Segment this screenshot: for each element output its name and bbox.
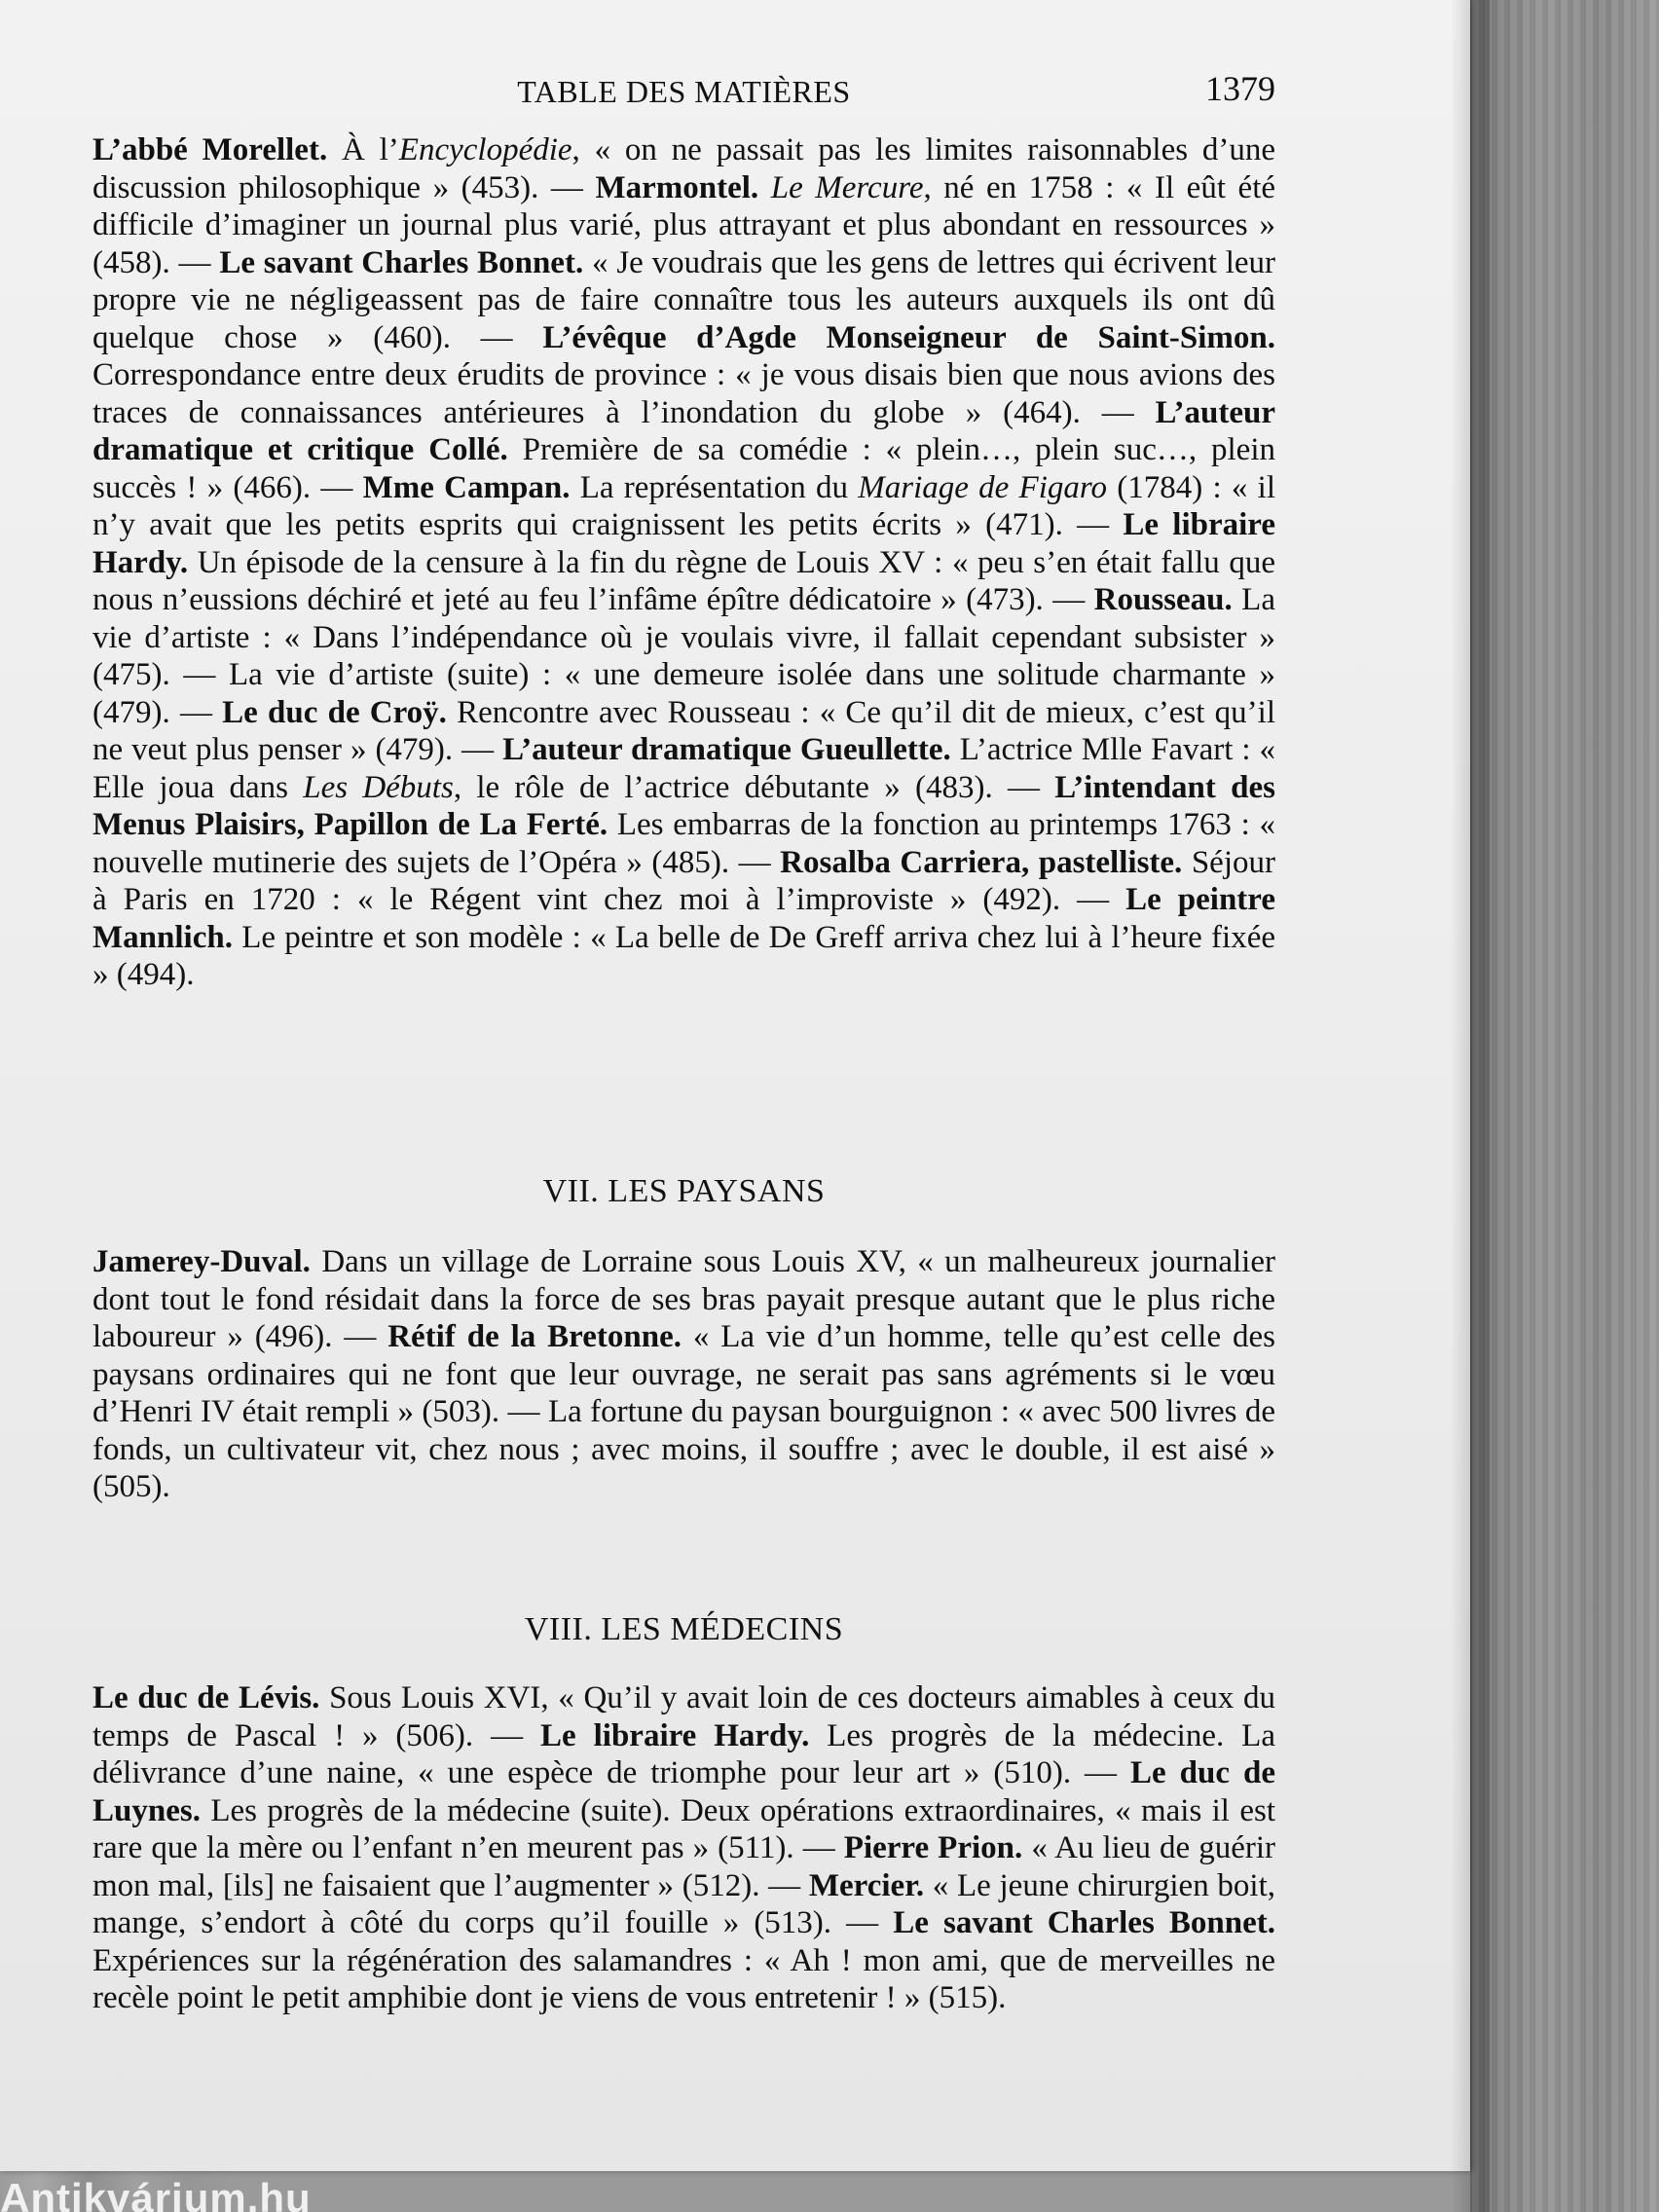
entries-paragraph: Jamerey-Duval. Dans un village de Lorraine sous Louis XV, « un malheureux journalier dont tout le fond résidait dans la force de ses bras payait presque autant que le plus riche laboureur » (496). — Rétif de la Bretonne. « La vie d’un homme, telle qu’est celle des paysans ordinaires qui ne font que leur ouvrage, ne serait pas sans agréments si le vœu d’Henri IV était rempli » (503). — La fortune du paysan bourguignon : « avec 500 livres de fonds, un cultivateur vit, chez nous ; avec moins, il souffre ; avec le double, il est aisé » (505). xyxy=(92,1244,1275,1504)
work-title: Les Débuts xyxy=(303,769,454,805)
entry-author: Rosalba Carriera, pastelliste. xyxy=(780,844,1183,880)
section-heading-vii: VII. LES PAYSANS xyxy=(542,1173,826,1209)
entry-author: Le duc de Luynes. xyxy=(92,1755,1275,1828)
entry-author: Rousseau. xyxy=(1093,582,1233,617)
entry-author: L’auteur dramatique Gueullette. xyxy=(502,732,951,767)
section-heading-viii: VIII. LES MÉDECINS xyxy=(524,1611,844,1647)
entry-author: Rétif de la Bretonne. xyxy=(387,1319,682,1354)
entry-author: Mercier. xyxy=(808,1867,925,1903)
entry-author: L’auteur dramatique et critique Collé. xyxy=(92,394,1275,467)
entry-author: Marmontel. xyxy=(595,169,759,205)
entry-author: Le savant Charles Bonnet. xyxy=(893,1905,1275,1940)
section-viii-entries xyxy=(92,1679,1275,2017)
entry-author: Le libraire Hardy. xyxy=(540,1717,810,1753)
running-title: TABLE DES MATIÈRES xyxy=(517,74,851,109)
page-number: 1379 xyxy=(1205,69,1275,108)
work-title: Encyclopédie xyxy=(398,132,572,167)
entry-author: Le duc de Lévis. xyxy=(92,1680,320,1715)
wood-surface xyxy=(1470,0,1659,2212)
entries-paragraph: Le duc de Lévis. Sous Louis XVI, « Qu’il y avait loin de ces docteurs aimables à ceux du temps de Pascal ! » (506). — Le libraire Hardy. Les progrès de la médecine. La délivrance d’une naine, « une espèce de triomphe pour leur art » (510). — Le duc de Luynes. Les progrès de la médecine (suite). Deux opérations extraordinaires, « mais il est rare que la mère ou l’enfant n’en meurent pas » (511). — Pierre Prion. « Au lieu de guérir mon mal, [ils] ne faisaient que l’augmenter » (512). — Mercier. « Le jeune chirurgien boit, mange, s’endort à côté du corps qu’il fouille » (513). — Le savant Charles Bonnet. Expériences sur la régénération des salamandres : « Ah ! mon ami, que de merveilles ne recèle point le petit amphibie dont je viens de vous entretenir ! » (515). xyxy=(92,1680,1276,2015)
entry-author: Le libraire Hardy. xyxy=(92,507,1275,580)
entry-author: L’intendant des Menus Plaisirs, Papillon de La Ferté. xyxy=(92,769,1275,842)
entry-author: Le peintre Mannlich. xyxy=(92,882,1275,955)
entry-author: Le savant Charles Bonnet. xyxy=(219,244,584,280)
entry-author: Jamerey-Duval. xyxy=(92,1244,311,1279)
section-vi-entries xyxy=(92,131,1275,994)
watermark-logo: Antikvárium.hu xyxy=(0,2175,312,2212)
page-header xyxy=(92,68,1275,119)
work-title: Le Mercure xyxy=(770,169,924,205)
entry-author: Mme Campan. xyxy=(362,469,571,505)
entry-author: L’évêque d’Agde Monseigneur de Saint-Simon. xyxy=(542,319,1275,355)
work-title: Mariage de Figaro xyxy=(858,469,1107,505)
entry-author: Pierre Prion. xyxy=(843,1830,1023,1865)
section-vii-entries xyxy=(92,1243,1275,1506)
page-edge-shadow xyxy=(1451,0,1490,2212)
entry-author: Le duc de Croÿ. xyxy=(222,694,447,730)
entry-author: L’abbé Morellet. xyxy=(92,132,328,167)
entries-paragraph: L’abbé Morellet. À l’Encyclopédie, « on ne passait pas les limites raisonnables d’une discussion philosophique » (453). — Marmontel. Le Mercure, né en 1758 : « Il eût été difficile d’imaginer un journal plus varié, plus attrayant et plus abondant en ressources » (458). — Le savant Charles Bonnet. « Je voudrais que les gens de lettres qui écrivent leur propre vie ne négligeassent pas de faire connaître tous les auteurs auxquels ils ont dû quelque chose » (460). — L’évêque d’Agde Monseigneur de Saint-Simon. Correspondance entre deux érudits de province : « je vous disais bien que nous avions des traces de connaissances antérieures à l’inondation du globe » (464). — L’auteur dramatique et critique Collé. Première de sa comédie : « plein…, plein suc…, plein succès ! » (466). — Mme Campan. La représentation du Mariage de Figaro (1784) : « il n’y avait que les petits esprits qui craignissent les petits écrits » (471). — Le libraire Hardy. Un épisode de la censure à la fin du règne de Louis XV : « peu s’en était fallu que nous n’eussions déchiré et jeté au feu l’infâme épître dédicatoire » (473). — Rousseau. La vie d’artiste : « Dans l’indépendance où je voulais vivre, il fallait cependant subsister » (475). — La vie d’artiste (suite) : « une demeure isolée dans une solitude charmante » (479). — Le duc de Croÿ. Rencontre avec Rousseau : « Ce qu’il dit de mieux, c’est qu’il ne veut plus penser » (479). — L’auteur dramatique Gueullette. L’actrice Mlle Favart : « Elle joua dans Les Débuts, le rôle de l’actrice débutante » (483). — L’intendant des Menus Plaisirs, Papillon de La Ferté. Les embarras de la fonction au printemps 1763 : « nouvelle mutinerie des sujets de l’Opéra » (485). — Rosalba Carriera, pastelliste. Séjour à Paris en 1720 : « le Régent vint chez moi à l’improviste » (492). — Le peintre Mannlich. Le peintre et son modèle : « La belle de De Greff arriva chez lui à l’heure fixée » (494). xyxy=(92,132,1276,992)
